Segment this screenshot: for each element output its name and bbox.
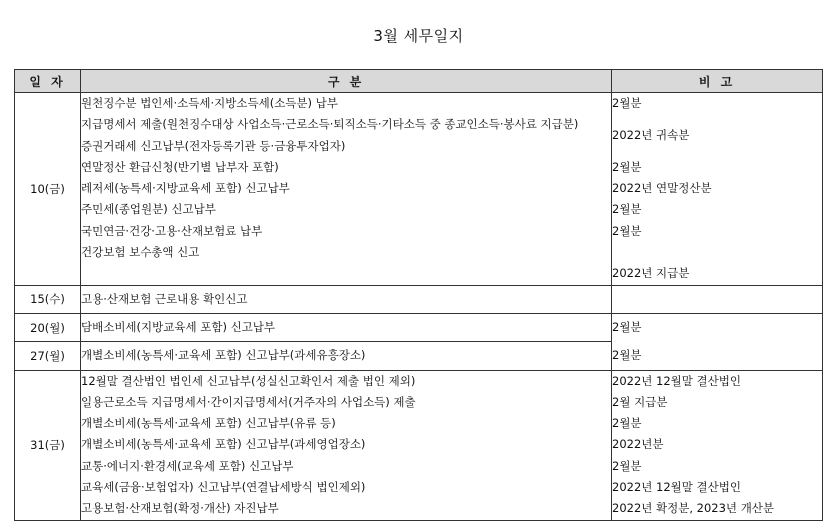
note-item: 2022년 연말정산분 [612, 181, 712, 196]
list-item: 담배소비세(지방교육세 포함) 신고납부 [81, 319, 276, 334]
list-item: 교육세(금융·보험업자) 신고납부(연결납세방식 법인제외) [81, 480, 366, 495]
items-cell [81, 93, 612, 286]
note-item [612, 289, 822, 310]
notes-cell [612, 285, 823, 313]
list-item: 일용근로소득 지급명세서·간이지급명세서(거주자의 사업소득) 제출 [81, 394, 416, 409]
note-item: 2월분 [612, 223, 642, 238]
note-item: 2022년 12월말 결산법인 [612, 373, 741, 388]
table-row [15, 342, 823, 370]
list-item: 개별소비세(농특세·교육세 포함) 신고납부(유류 등) [81, 416, 336, 431]
date-cell: 15(수) [15, 285, 81, 313]
list-item: 지급명세서 제출(원천징수대상 사업소득·근로소득·퇴직소득·기타소득 중 종교인소득·봉사료 지급분) [81, 117, 579, 132]
note-item: 2월분 [612, 202, 642, 217]
note-item: 2월분 [612, 458, 642, 473]
note-item: 2022년 확정분, 2023년 개산분 [612, 501, 775, 516]
list-item: 건강보험 보수총액 신고 [81, 245, 200, 260]
list-item: 연말정산 환급신청(반기별 납부자 포함) [81, 159, 279, 174]
list-item: 레저세(농특세·지방교육세 포함) 신고납부 [81, 181, 290, 196]
tax-schedule-table [14, 69, 823, 521]
items-cell [81, 313, 612, 341]
note-item [612, 242, 822, 263]
items-cell [81, 285, 612, 313]
notes-cell [612, 342, 823, 370]
header-category: 구 분 [81, 70, 612, 93]
notes-cell [612, 370, 823, 520]
date-cell: 10(금) [15, 93, 81, 286]
note-item: 2022년분 [612, 437, 664, 452]
table-row [15, 93, 823, 286]
list-item: 12월말 결산법인 법인세 신고납부(성실신고확인서 제출 법인 제외) [81, 373, 416, 388]
table-row [15, 313, 823, 341]
notes-cell [612, 93, 823, 286]
note-item: 2월분 [612, 416, 642, 431]
note-item: 2월분 [612, 347, 642, 362]
note-item: 2월분 [612, 319, 642, 334]
note-item: 2022년 귀속분 [612, 128, 690, 143]
note-item: 2월분 [612, 159, 642, 174]
list-item: 원천징수분 법인세·소득세·지방소득세(소득분) 납부 [81, 96, 338, 110]
list-item: 국민연금·건강·고용·산재보험료 납부 [81, 223, 263, 238]
date-cell: 27(월) [15, 342, 81, 370]
list-item: 증권거래세 신고납부(전자등록기관 등·금융투자업자) [81, 138, 346, 153]
table-header-row [15, 70, 823, 93]
list-item: 고용보험·산재보험(확정·개산) 자진납부 [81, 501, 279, 516]
date-cell: 31(금) [15, 370, 81, 520]
header-note: 비 고 [612, 70, 823, 93]
header-date: 일 자 [15, 70, 81, 93]
page-title: 3월 세무일지 [373, 27, 464, 45]
items-cell [81, 342, 612, 370]
note-item: 2022년 12월말 결산법인 [612, 480, 741, 495]
table-row [15, 285, 823, 313]
table-row [15, 370, 823, 520]
list-item: 개별소비세(농특세·교육세 포함) 신고납부(과세영업장소) [81, 437, 366, 452]
list-item: 주민세(종업원분) 신고납부 [81, 202, 216, 217]
date-cell: 20(월) [15, 313, 81, 341]
list-item: 고용·산재보험 근로내용 확인신고 [81, 291, 248, 306]
note-item: 2월분 [612, 96, 642, 110]
items-cell [81, 370, 612, 520]
list-item: 교통·에너지·환경세(교육세 포함) 신고납부 [81, 458, 294, 473]
notes-cell [612, 313, 823, 341]
note-item: 2022년 지급분 [612, 266, 690, 281]
list-item: 개별소비세(농특세·교육세 포함) 신고납부(과세유흥장소) [81, 348, 366, 363]
note-item: 2월 지급분 [612, 394, 668, 409]
